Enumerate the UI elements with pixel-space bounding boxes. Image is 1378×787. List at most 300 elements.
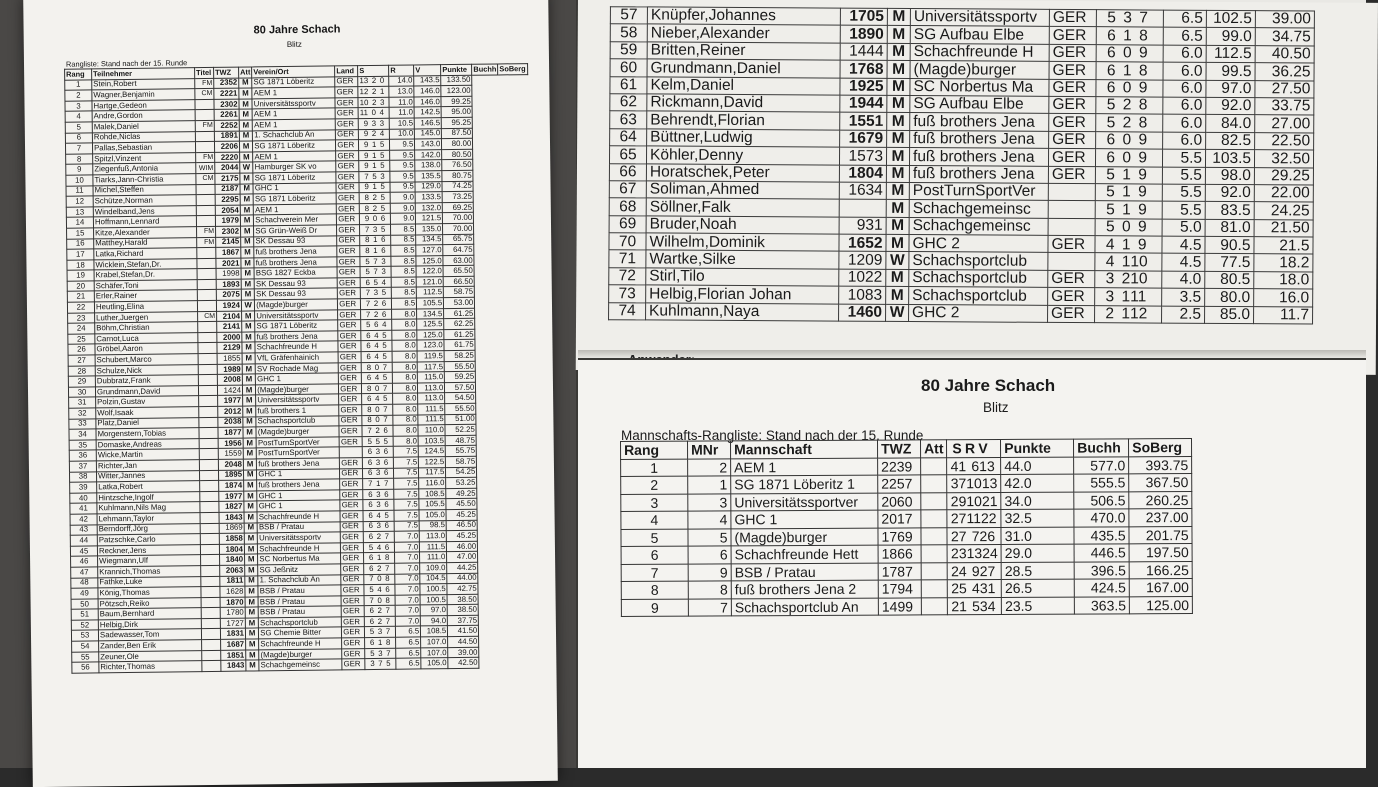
wins-draws-losses-cell <box>947 457 1001 475</box>
country-cell: GER <box>335 108 358 119</box>
player-name-cell: Erler,Rainer <box>94 290 197 302</box>
points-cell: 7.0 <box>395 531 420 542</box>
gender-cell: M <box>886 287 909 305</box>
losses-value: 3 <box>381 266 386 277</box>
buchholz-cell: 105.0 <box>419 510 446 521</box>
wins-draws-losses-cell <box>361 298 392 309</box>
rank-cell: 71 <box>609 250 646 268</box>
wins-draws-losses-cell <box>1095 271 1162 289</box>
gender-cell: M <box>241 226 254 237</box>
losses-value: 5 <box>382 372 388 382</box>
points-cell: 9.0 <box>391 213 416 224</box>
rank-cell: 59 <box>610 41 647 59</box>
wins-value: 6 <box>366 394 372 404</box>
sonneborn-berger-cell: 80.00 <box>442 138 473 149</box>
points-cell: 31.0 <box>1001 527 1074 545</box>
rating-cell: 1924 <box>216 300 241 311</box>
gender-cell: M <box>241 247 254 258</box>
wins-draws-losses-cell <box>363 468 394 479</box>
team-standings-caption: Mannschafts-Rangliste: Stand nach der 15. Runde <box>621 428 924 443</box>
player-name-cell: Stein,Robert <box>92 78 195 90</box>
sonneborn-berger-cell: 61.25 <box>444 308 475 319</box>
column-header: Land <box>335 66 358 77</box>
country-cell: GER <box>338 299 361 310</box>
buchholz-cell: 111.5 <box>418 414 445 425</box>
rating-cell: 2239 <box>878 457 921 475</box>
losses-value: 7 <box>382 383 388 393</box>
losses-value: 3 <box>380 97 385 107</box>
wins-value: 13 <box>359 76 369 86</box>
club-cell: 1. Schachclub An <box>258 574 341 586</box>
team-standings-table <box>620 438 1193 617</box>
sonneborn-berger-cell: 73.25 <box>442 191 473 202</box>
wins-value: 9 <box>364 214 370 224</box>
gender-cell: M <box>245 597 258 608</box>
rank-cell: 34 <box>69 429 96 440</box>
wins-value: 27 <box>950 527 967 545</box>
rank-cell: 70 <box>609 233 646 251</box>
rating-cell: 1573 <box>839 147 886 165</box>
draws-value: 4 <box>376 542 382 552</box>
points-cell: 7.5 <box>394 457 419 468</box>
wins-draws-losses-cell <box>361 351 392 362</box>
draws-value: 2 <box>372 97 377 107</box>
wins-value: 9 <box>364 161 369 171</box>
country-cell: GER <box>341 564 364 575</box>
buchholz-cell: 113.0 <box>420 531 447 542</box>
sonneborn-berger-cell: 52.25 <box>445 424 476 435</box>
draws-value: 1 <box>371 139 377 150</box>
wins-value: 6 <box>369 563 374 573</box>
wins-draws-losses-cell <box>1096 44 1163 62</box>
gender-cell: M <box>241 279 254 290</box>
rating-cell: 2129 <box>217 343 242 354</box>
rating-cell: 2295 <box>215 194 240 205</box>
player-name-cell: König,Thomas <box>98 587 201 599</box>
gender-cell: M <box>886 200 909 218</box>
wins-draws-losses-cell <box>364 563 395 574</box>
rank-cell: 52 <box>71 620 98 631</box>
points-cell: 8.5 <box>392 287 417 298</box>
sonneborn-berger-cell: 53.25 <box>446 477 477 488</box>
wins-draws-losses-cell <box>361 288 392 299</box>
gender-cell: M <box>242 321 255 332</box>
player-name-cell: Wicke,Martin <box>96 449 199 461</box>
rank-cell: 11 <box>66 185 93 196</box>
title-cell <box>201 629 220 640</box>
title-cell <box>199 470 218 481</box>
sonneborn-berger-cell: 22.00 <box>1254 185 1313 203</box>
rating-cell: 1460 <box>839 304 886 322</box>
rank-cell: 16 <box>67 238 94 249</box>
draws-value: 4 <box>374 394 380 404</box>
sonneborn-berger-cell: 80.50 <box>442 149 473 160</box>
team-number-cell: 5 <box>688 528 731 546</box>
rank-cell: 63 <box>610 111 647 129</box>
player-name-cell: Rohde,Niclas <box>92 131 195 143</box>
points-cell: 34.0 <box>1001 492 1074 510</box>
sonneborn-berger-cell: 44.50 <box>448 636 479 647</box>
losses-value: 6 <box>384 542 390 552</box>
gender-cell: M <box>240 215 253 226</box>
wins-value: 8 <box>364 203 370 213</box>
rank-cell: 73 <box>609 285 646 303</box>
wins-draws-losses-cell <box>362 394 393 405</box>
draws-value: 5 <box>972 597 980 614</box>
club-cell: (Magde)burger <box>255 299 338 311</box>
wins-value: 6 <box>365 277 371 287</box>
player-name-cell: Britten,Reiner <box>647 42 840 61</box>
losses-value: 6 <box>384 500 389 510</box>
draws-value: 1 <box>1123 27 1132 45</box>
points-cell: 44.0 <box>1001 457 1074 475</box>
rank-cell: 33 <box>69 418 96 429</box>
club-cell: BSG 1827 Eckba <box>254 267 337 279</box>
gender-cell: M <box>241 289 254 300</box>
buchholz-cell: 107.0 <box>421 637 448 648</box>
losses-value: 6 <box>381 235 386 245</box>
draws-value: 5 <box>373 277 379 287</box>
wins-value: 6 <box>366 351 371 361</box>
draws-value: 4 <box>374 373 380 383</box>
rating-cell <box>839 199 886 217</box>
player-name-cell: Dubbratz,Frank <box>95 375 198 387</box>
rank-cell: 4 <box>621 511 688 529</box>
sonneborn-berger-cell: 32.50 <box>1254 150 1313 168</box>
rating-cell: 1551 <box>840 112 887 130</box>
points-cell: 9.5 <box>390 139 415 150</box>
wins-draws-losses-cell <box>363 500 394 511</box>
points-cell: 29.0 <box>1001 544 1074 562</box>
gender-cell: M <box>242 332 255 343</box>
draws-value: 10 <box>966 475 982 492</box>
club-cell: SG Aufbau Elbe <box>910 95 1049 113</box>
draws-value: 3 <box>372 224 378 234</box>
wins-value: 9 <box>363 140 369 150</box>
wins-value: 8 <box>366 362 372 372</box>
sonneborn-berger-cell: 49.25 <box>446 488 477 499</box>
buchholz-cell: 146.5 <box>414 118 441 129</box>
title-cell: FM <box>196 152 215 163</box>
club-cell: Schachgemeinsc <box>259 659 342 671</box>
points-cell: 42.0 <box>1001 474 1074 492</box>
rank-cell: 12 <box>66 196 93 207</box>
wins-draws-losses-cell <box>359 182 390 193</box>
gender-cell: M <box>243 459 256 470</box>
wins-value: 37 <box>950 475 967 492</box>
draws-value: 7 <box>373 256 378 266</box>
title-cell <box>199 449 218 460</box>
gender-cell: M <box>244 522 257 533</box>
title-cell <box>198 322 217 333</box>
wins-value: 6 <box>366 373 372 383</box>
points-cell: 3.5 <box>1162 288 1205 306</box>
country-cell: GER <box>340 489 363 500</box>
losses-value: 7 <box>385 627 391 637</box>
losses-value: 9 <box>1138 44 1148 62</box>
club-cell: Universitätssportv <box>910 9 1049 27</box>
rank-cell: 51 <box>71 609 98 620</box>
buchholz-cell: 116.0 <box>419 478 446 489</box>
sonneborn-berger-cell: 46.50 <box>446 520 477 531</box>
player-name-cell: Latka,Richard <box>94 248 197 260</box>
player-name-cell: Köhler,Denny <box>646 146 839 165</box>
player-name-cell: Grundmann,David <box>95 385 198 397</box>
wins-draws-losses-cell <box>362 425 393 436</box>
rank-cell: 69 <box>609 215 646 233</box>
player-name-cell: Wolf,Isaak <box>96 407 199 419</box>
points-cell: 7.0 <box>395 605 420 616</box>
club-cell: fuß brothers Jena <box>909 165 1048 183</box>
country-cell: GER <box>337 214 360 225</box>
draws-value: 3 <box>378 648 383 658</box>
att-cell <box>921 562 948 580</box>
gender-cell: M <box>246 639 259 650</box>
player-standings-table <box>64 63 535 673</box>
player-name-cell: Zander,Ben Erik <box>99 640 202 652</box>
buchholz-cell: 133.5 <box>415 192 442 203</box>
points-cell: 26.5 <box>1001 579 1074 597</box>
country-cell <box>1048 183 1095 201</box>
draws-value: 1 <box>377 637 383 647</box>
club-cell: PostTurnSportVer <box>909 182 1048 200</box>
gender-cell: M <box>887 113 910 131</box>
club-cell: (Magde)burger <box>910 61 1049 79</box>
rank-cell: 32 <box>69 408 96 419</box>
table-row <box>621 596 1192 616</box>
losses-value: 8 <box>1138 96 1148 114</box>
wins-draws-losses-cell <box>360 256 391 267</box>
wins-value: 5 <box>1106 96 1116 114</box>
player-name-cell: Michel,Steffen <box>93 184 196 196</box>
country-cell: GER <box>1048 166 1095 184</box>
rank-cell: 56 <box>72 662 99 673</box>
buchholz-cell: 396.5 <box>1074 561 1129 579</box>
losses-value: 7 <box>382 362 388 372</box>
sonneborn-berger-cell: 87.50 <box>442 128 473 139</box>
rating-cell: 1893 <box>216 279 241 290</box>
wins-value: 5 <box>369 627 375 637</box>
wins-draws-losses-cell <box>1096 10 1163 28</box>
country-cell: GER <box>340 458 363 469</box>
draws-value: 4 <box>971 580 980 597</box>
rank-cell: 35 <box>69 440 96 451</box>
player-name-cell: Hartge,Gedeon <box>92 99 195 111</box>
draws-value: 0 <box>375 415 380 425</box>
wins-value: 6 <box>368 510 373 520</box>
buchholz-cell: 105.5 <box>417 298 444 309</box>
buchholz-cell: 100.5 <box>420 584 447 595</box>
title-cell <box>198 353 217 364</box>
losses-value: 6 <box>384 489 389 499</box>
country-cell: GER <box>339 394 362 405</box>
club-cell: (Magde)burger <box>259 649 342 661</box>
player-name-cell: Hoffmann,Lennard <box>93 216 196 228</box>
draws-value: 3 <box>376 489 381 499</box>
points-cell: 9.5 <box>390 150 415 161</box>
club-cell: BSB / Pratau <box>258 585 341 597</box>
player-name-cell: Sadewasser,Tom <box>98 629 201 641</box>
draws-value: 2 <box>372 203 378 213</box>
rating-cell: 2104 <box>217 311 242 322</box>
wins-draws-losses-cell <box>358 86 389 97</box>
rank-cell: 21 <box>67 291 94 302</box>
wins-value: 4 <box>1105 253 1115 271</box>
wins-value: 6 <box>367 457 373 467</box>
title-cell <box>201 597 220 608</box>
points-cell: 8.0 <box>392 362 417 373</box>
buchholz-cell: 122.5 <box>419 457 446 468</box>
rating-cell: 1628 <box>220 586 245 597</box>
draws-value: 0 <box>1122 44 1132 62</box>
gender-cell: M <box>887 130 910 148</box>
rank-cell: 55 <box>72 652 99 663</box>
rating-cell: 1977 <box>218 395 243 406</box>
club-cell: Schachverein Mer <box>254 214 337 226</box>
wins-value: 5 <box>366 320 371 330</box>
losses-value: 5 <box>382 330 387 340</box>
rating-cell: 1727 <box>220 618 245 629</box>
points-cell: 13.0 <box>389 86 414 97</box>
gender-cell: M <box>887 26 910 44</box>
rating-cell: 2060 <box>878 492 921 510</box>
gender-cell: W <box>241 300 254 311</box>
player-name-cell: Matthey,Harald <box>94 237 197 249</box>
player-name-cell: Baum,Bernhard <box>98 608 201 620</box>
club-cell: Schachsportclub <box>909 252 1048 270</box>
points-cell: 8.0 <box>393 415 418 426</box>
left-document-sheet <box>23 0 558 787</box>
draws-value: 1 <box>1122 61 1132 79</box>
country-cell: GER <box>336 161 359 172</box>
gender-cell: M <box>887 95 910 113</box>
losses-value: 5 <box>380 161 385 171</box>
team-name-cell: GHC 1 <box>731 510 878 528</box>
rating-cell: 1869 <box>219 523 244 534</box>
gender-cell: M <box>245 628 258 639</box>
losses-value: 5 <box>382 394 388 404</box>
losses-value: 6 <box>381 298 387 308</box>
wins-value: 5 <box>365 256 370 266</box>
rank-cell: 46 <box>71 556 98 567</box>
player-name-cell: Nieber,Alexander <box>647 24 840 43</box>
sonneborn-berger-cell: 99.25 <box>441 96 472 107</box>
buchholz-cell: 105.0 <box>421 658 448 669</box>
rating-cell: 1787 <box>878 562 921 580</box>
gender-cell: M <box>239 78 252 89</box>
draws-value: 3 <box>376 521 381 531</box>
gender-cell: M <box>886 234 909 252</box>
club-cell: Universitätssportv <box>258 532 341 544</box>
wins-draws-losses-cell <box>364 574 395 585</box>
buchholz-cell: 121.5 <box>416 213 443 224</box>
points-cell: 7.0 <box>395 563 420 574</box>
buchholz-cell: 97.0 <box>420 605 447 616</box>
gender-cell: M <box>239 120 252 131</box>
country-cell: GER <box>336 193 359 204</box>
rank-cell: 53 <box>71 630 98 641</box>
wins-draws-losses-cell <box>364 531 395 542</box>
wins-value: 8 <box>364 193 369 203</box>
att-cell <box>921 597 948 615</box>
country-cell: GER <box>340 468 363 479</box>
sonneborn-berger-cell: 16.0 <box>1254 289 1313 307</box>
losses-value: 7 <box>384 531 390 541</box>
wins-value: 5 <box>1106 166 1115 184</box>
sonneborn-berger-cell: 47.00 <box>447 552 478 563</box>
buchholz-cell: 121.0 <box>416 276 443 287</box>
buchholz-cell: 111.0 <box>420 552 447 563</box>
wins-draws-losses-cell <box>362 383 393 394</box>
draws-value: 1 <box>376 553 382 563</box>
rank-cell: 27 <box>68 355 95 366</box>
gender-cell: M <box>240 183 253 194</box>
club-cell: VfL Gräfenhainich <box>255 352 338 364</box>
wins-draws-losses-cell <box>1095 236 1162 254</box>
wins-value: 41 <box>950 457 967 475</box>
country-cell: GER <box>337 225 360 236</box>
wins-draws-losses-cell <box>361 309 392 320</box>
sonneborn-berger-cell: 38.50 <box>447 594 478 605</box>
player-name-cell: Schulze,Nick <box>95 364 198 376</box>
rank-cell: 17 <box>67 249 94 260</box>
buchholz-cell: 80.0 <box>1205 289 1254 307</box>
buchholz-cell: 110.0 <box>418 425 445 436</box>
wins-draws-losses-cell <box>1095 253 1162 271</box>
title-cell: CM <box>195 89 214 100</box>
buchholz-cell: 77.5 <box>1205 254 1254 272</box>
rank-cell: 67 <box>609 181 646 199</box>
wins-value: 5 <box>365 267 370 277</box>
player-name-cell: Soliman,Ahmed <box>646 181 839 200</box>
player-name-cell: Reckner,Jens <box>97 544 200 556</box>
points-cell: 7.5 <box>394 489 419 500</box>
losses-value: 5 <box>382 341 387 351</box>
points-cell: 7.0 <box>395 595 420 606</box>
losses-value: 10 <box>1130 270 1148 288</box>
country-cell: GER <box>337 278 360 289</box>
country-cell: GER <box>339 415 362 426</box>
player-name-cell: Wagner,Benjamin <box>92 89 195 101</box>
title-cell <box>198 332 217 343</box>
column-header-part: R <box>964 440 976 457</box>
points-cell: 7.5 <box>394 468 419 479</box>
losses-value: 9 <box>1138 183 1147 201</box>
losses-value: 10 <box>1130 253 1148 271</box>
buchholz-cell: 115.0 <box>418 372 445 383</box>
player-name-cell: Platz,Daniel <box>96 417 199 429</box>
gender-cell: M <box>245 607 258 618</box>
wins-draws-losses-cell <box>1095 305 1162 323</box>
rank-cell: 22 <box>67 302 94 313</box>
player-name-cell: Witter,Jannes <box>96 470 199 482</box>
draws-value: 0 <box>371 108 377 118</box>
column-header-part: V <box>978 440 988 457</box>
losses-value: 6 <box>383 447 389 457</box>
wins-draws-losses-cell <box>363 489 394 500</box>
title-cell: FM <box>195 78 214 89</box>
rank-cell: 62 <box>610 94 647 112</box>
gender-cell: M <box>241 236 254 247</box>
column-header: Teilnehmer <box>92 68 195 80</box>
country-cell: GER <box>340 521 363 532</box>
buchholz-cell: 506.5 <box>1074 491 1129 509</box>
buchholz-cell: 127.0 <box>416 245 443 256</box>
losses-value: 21 <box>981 492 998 509</box>
sonneborn-berger-cell: 125.00 <box>1129 596 1192 614</box>
country-cell: GER <box>339 436 362 447</box>
wins-draws-losses-cell <box>363 521 394 532</box>
